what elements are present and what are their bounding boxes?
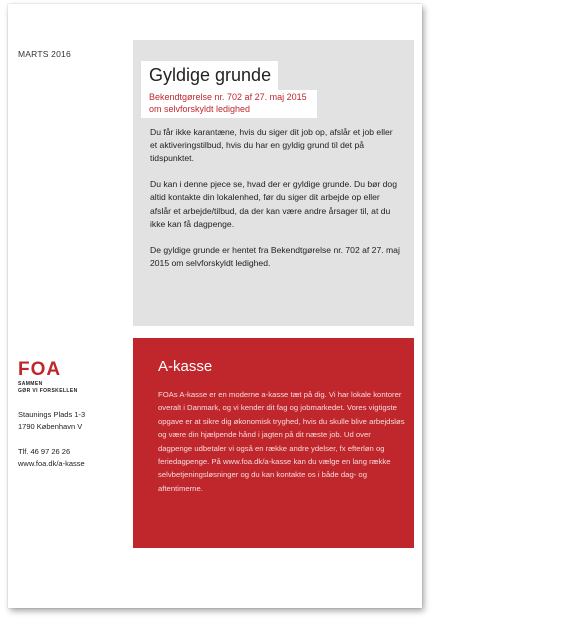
- intro-text: [150, 126, 400, 283]
- phone-number: Tlf. 46 97 26 26: [18, 447, 71, 456]
- akasse-text: FOAs A-kasse er en moderne a-kasse tæt på dig. Vi har lokale kontorer overalt i Danmark, og vi kender dit fag og jobmarkedet. Vores vigtigste opgave er at sikre dig økonomisk tryghed, hvis du skulle blive arbejdsløs og være din hjælpende hånd i jagten på dit næste job. Ud over dagpenge udbetaler vi også en række andre ydelser, fx efterløn og feriedagpenge. På www.foa.dk/a-kasse kan du vælge en lang række selvbetjeningsløsninger og du kan kontakte os i både dag- og aftentimerne.: [158, 390, 405, 493]
- foa-logo: [18, 360, 82, 376]
- address-city: 1790 København V: [18, 422, 83, 431]
- intro-paragraph-1: Du får ikke karantæne, hvis du siger dit job op, afslår et job eller et aktiveringstilbud, hvis du har en gyldig grund til det på tidspunktet.: [150, 127, 393, 164]
- subtitle-line-2: om selvforskyldt ledighed: [149, 103, 251, 114]
- foa-tagline: [18, 381, 78, 394]
- subtitle-line-1: Bekendtgørelse nr. 702 af 27. maj 2015: [149, 92, 307, 102]
- contact-block: [18, 446, 85, 470]
- intro-paragraph-3: De gyldige grunde er hentet fra Bekendtgørelse nr. 702 af 27. maj 2015 om selvforskyldt ledighed.: [150, 244, 400, 268]
- page-subtitle: [141, 90, 317, 118]
- tagline-line-1: SAMMEN: [18, 381, 43, 387]
- foa-logo-text: FOA: [18, 360, 62, 376]
- website-link[interactable]: www.foa.dk/a-kasse: [18, 459, 85, 468]
- intro-paragraph-2: Du kan i denne pjece se, hvad der er gyldige grunde. Du bør dog altid kontakte din lokalenhed, før du siger dit arbejde op eller afslår et arbejde/tilbud, da der kan være andre årsager til, at du ikke kan få dagpenge.: [150, 179, 397, 229]
- akasse-title: A-kasse: [158, 358, 213, 375]
- address-street: Staunings Plads 1-3: [18, 410, 86, 419]
- address-block: [18, 409, 85, 433]
- issue-date: MARTS 2016: [18, 49, 71, 59]
- tagline-line-2: GØR VI FORSKELLEN: [18, 387, 78, 394]
- page-title: Gyldige grunde: [141, 61, 278, 90]
